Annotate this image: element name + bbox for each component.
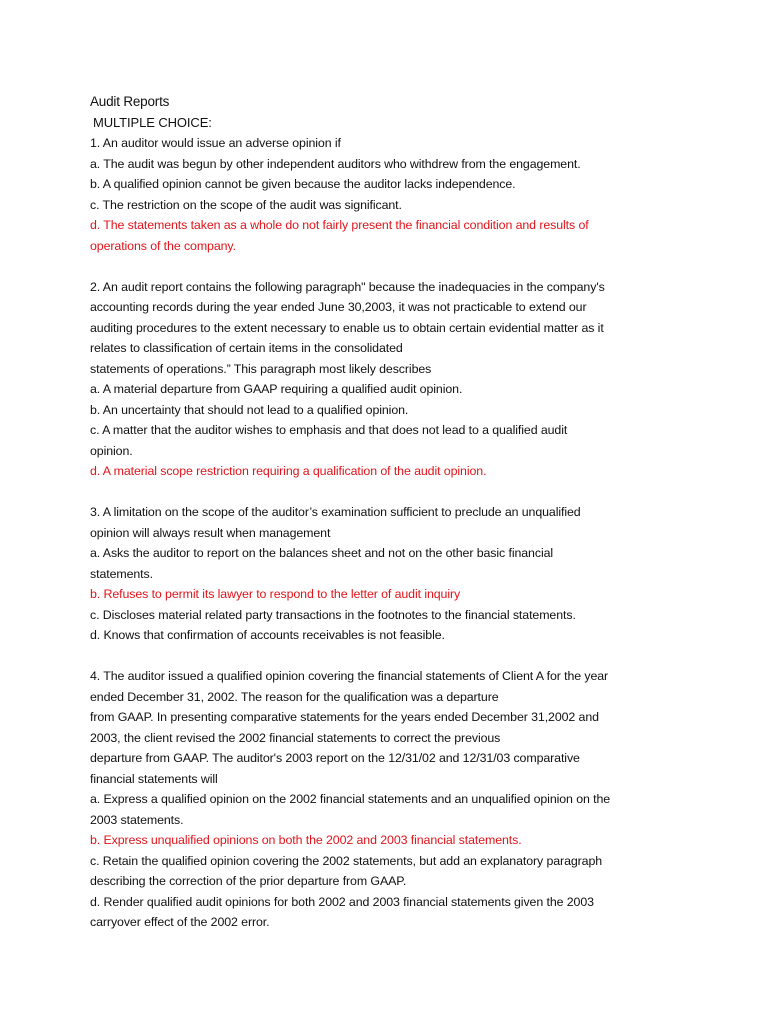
question-4-stem-cont: from GAAP. In presenting comparative statements for the years ended December 31,2002 and bbox=[90, 710, 599, 724]
question-4-option-d: d. Render qualified audit opinions for both 2002 and 2003 financial statements given the 2003 bbox=[90, 894, 594, 909]
document-title: Audit Reports bbox=[90, 94, 170, 109]
question-1 bbox=[90, 133, 690, 256]
question-1-option-b: b. A qualified opinion cannot be given because the auditor lacks independence. bbox=[90, 177, 516, 191]
question-3-stem-cont: opinion will always result when management bbox=[90, 525, 331, 540]
question-1-option-c: c. The restriction on the scope of the audit was significant. bbox=[90, 197, 402, 212]
question-4-option-c: c. Retain the qualified opinion covering the 2002 statements, but add an explanatory paragraph bbox=[90, 853, 603, 868]
spacer bbox=[90, 482, 690, 503]
question-3 bbox=[90, 502, 690, 646]
question-3-option-a: a. Asks the auditor to report on the balances sheet and not on the other basic financial bbox=[90, 546, 554, 560]
question-4-option-c-cont: describing the correction of the prior departure from GAAP. bbox=[90, 874, 407, 888]
question-4-option-d-cont: carryover effect of the 2002 error. bbox=[90, 915, 270, 929]
question-4-answer-b: b. Express unqualified opinions on both the 2002 and 2003 financial statements. bbox=[90, 833, 522, 847]
question-2-stem-cont: auditing procedures to the extent necessary to enable us to obtain certain evidential matter as it bbox=[90, 320, 604, 335]
spacer bbox=[90, 256, 690, 277]
section-heading: MULTIPLE CHOICE: bbox=[93, 114, 212, 130]
question-1-option-a: a. The audit was begun by other independent auditors who withdrew from the engagement. bbox=[90, 156, 581, 171]
question-2-stem-cont: relates to classification of certain items in the consolidated bbox=[90, 341, 403, 355]
question-1-stem: 1. An auditor would issue an adverse opinion if bbox=[90, 136, 341, 150]
question-4-option-a: a. Express a qualified opinion on the 2002 financial statements and an unqualified opinion on the bbox=[90, 792, 611, 806]
document-page bbox=[90, 92, 690, 933]
question-1-answer-d-cont: operations of the company. bbox=[90, 238, 236, 253]
question-4-stem: 4. The auditor issued a qualified opinion covering the financial statements of Client A for the year bbox=[90, 669, 609, 683]
question-2 bbox=[90, 277, 690, 482]
question-3-answer-b: b. Refuses to permit its lawyer to respond to the letter of audit inquiry bbox=[90, 587, 461, 601]
question-3-option-d: d. Knows that confirmation of accounts receivables is not feasible. bbox=[90, 628, 445, 642]
question-2-option-b: b. An uncertainty that should not lead to a qualified opinion. bbox=[90, 402, 409, 417]
question-4-stem-cont: departure from GAAP. The auditor's 2003 report on the 12/31/02 and 12/31/03 comparative bbox=[90, 751, 580, 765]
question-2-option-c: c. A matter that the auditor wishes to emphasis and that does not lead to a qualified audit bbox=[90, 423, 568, 437]
question-2-option-a: a. A material departure from GAAP requiring a qualified audit opinion. bbox=[90, 382, 463, 396]
question-2-answer-d: d. A material scope restriction requiring a qualification of the audit opinion. bbox=[90, 464, 487, 478]
spacer bbox=[90, 646, 690, 667]
question-4 bbox=[90, 666, 690, 933]
question-4-stem-cont: ended December 31, 2002. The reason for the qualification was a departure bbox=[90, 689, 499, 704]
question-4-stem-cont: 2003, the client revised the 2002 financial statements to correct the previous bbox=[90, 730, 501, 745]
question-4-stem-cont: financial statements will bbox=[90, 771, 218, 786]
question-2-stem-cont: statements of operations.” This paragraph most likely describes bbox=[90, 361, 432, 376]
question-2-stem: 2. An audit report contains the following paragraph" because the inadequacies in the company's bbox=[90, 279, 605, 294]
question-4-option-a-cont: 2003 statements. bbox=[90, 812, 184, 827]
question-3-option-a-cont: statements. bbox=[90, 566, 153, 581]
question-3-stem: 3. A limitation on the scope of the auditor’s examination sufficient to preclude an unqualified bbox=[90, 505, 581, 519]
question-1-answer-d: d. The statements taken as a whole do not fairly present the financial condition and results of bbox=[90, 218, 589, 232]
question-2-stem-cont: accounting records during the year ended June 30,2003, it was not practicable to extend our bbox=[90, 300, 587, 314]
question-2-option-c-cont: opinion. bbox=[90, 443, 133, 458]
question-3-option-c: c. Discloses material related party transactions in the footnotes to the financial statements. bbox=[90, 607, 576, 622]
